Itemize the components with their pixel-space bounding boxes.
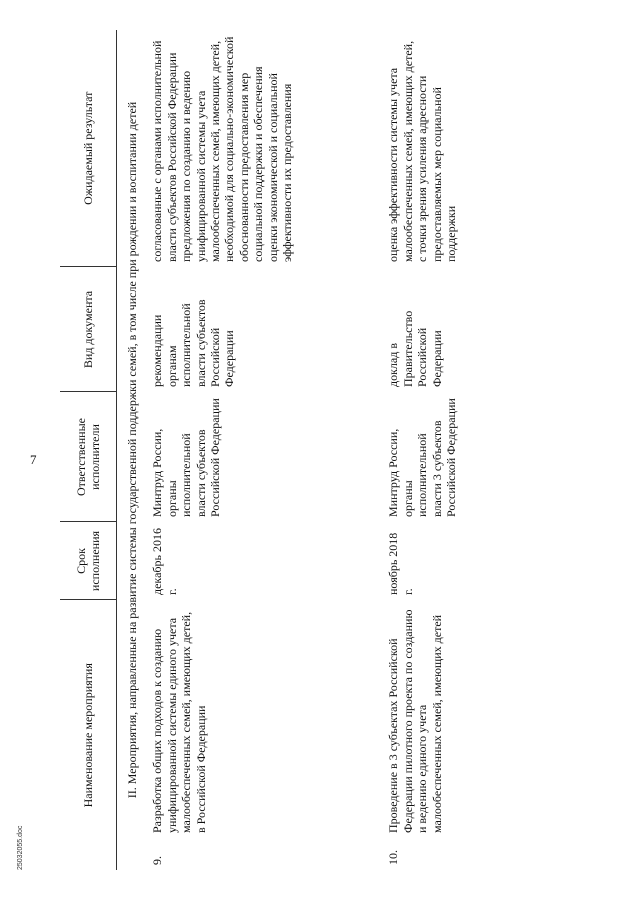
table-header-row bbox=[60, 30, 117, 870]
table-row bbox=[147, 30, 383, 870]
cell-executors: Минтруд России, органы исполнительной власти 3 субъектов Российской Федерации bbox=[386, 398, 458, 517]
table-row bbox=[383, 30, 529, 870]
page-number: 7 bbox=[30, 452, 37, 467]
cell-name bbox=[383, 600, 529, 870]
header-doc-type: Вид документа bbox=[60, 267, 117, 392]
measures-table bbox=[60, 30, 529, 870]
section-title: II. Мероприятия, направленные на развитие системы государственной поддержки семей, в том числе при рождении и воспитании детей bbox=[125, 101, 139, 799]
header-executors: Ответственные исполнители bbox=[60, 392, 117, 522]
cell-doc-type: рекомендации органам исполнительной власти субъектов Российской Федерации bbox=[150, 299, 237, 387]
row-name: Разработка общих подходов к созданию унифицированной системы единого учета малообеспеченных семей, имеющих детей, в Российской Федерации bbox=[150, 611, 208, 833]
section-row bbox=[117, 30, 148, 870]
cell-result: оценка эффективности системы учета малообеспеченных семей, имеющих детей, с точки зрения усиления адресности предоставляемых мер социальной поддержки bbox=[386, 40, 458, 262]
row-number: 10. bbox=[386, 850, 401, 865]
cell-executors: Минтруд России, органы исполнительной власти субъектов Российской Федерации bbox=[150, 398, 222, 517]
header-deadline: Срок исполнения bbox=[60, 522, 117, 600]
row-name: Проведение в 3 субъектах Российской Федерации пилотного проекта по созданию и ведению единого учета малообеспеченных семей, имеющих детей bbox=[386, 609, 444, 833]
row-number: 9. bbox=[150, 856, 165, 865]
cell-result: согласованные с органами исполнительной власти субъектов Российской Федерации предложения по созданию и ведению унифицированной системы учета малообеспеченных семей, имеющих детей, необходимой для социально-экономической обоснованности предоставления мер социальной поддержки и обеспечения оценки экономической и социальной эффективности их предоставления bbox=[150, 36, 294, 262]
cell-deadline: ноябрь 2018 г. bbox=[386, 532, 415, 595]
header-name: Наименование мероприятия bbox=[60, 600, 117, 870]
cell-name bbox=[147, 600, 383, 870]
cell-deadline: декабрь 2016 г. bbox=[150, 528, 179, 595]
footer-file-code: 25032055.doc bbox=[17, 825, 24, 870]
cell-doc-type: доклад в Правительство Российской Федерации bbox=[386, 310, 444, 387]
rotated-page-content bbox=[60, 30, 570, 870]
header-result: Ожидаемый результат bbox=[60, 30, 117, 267]
